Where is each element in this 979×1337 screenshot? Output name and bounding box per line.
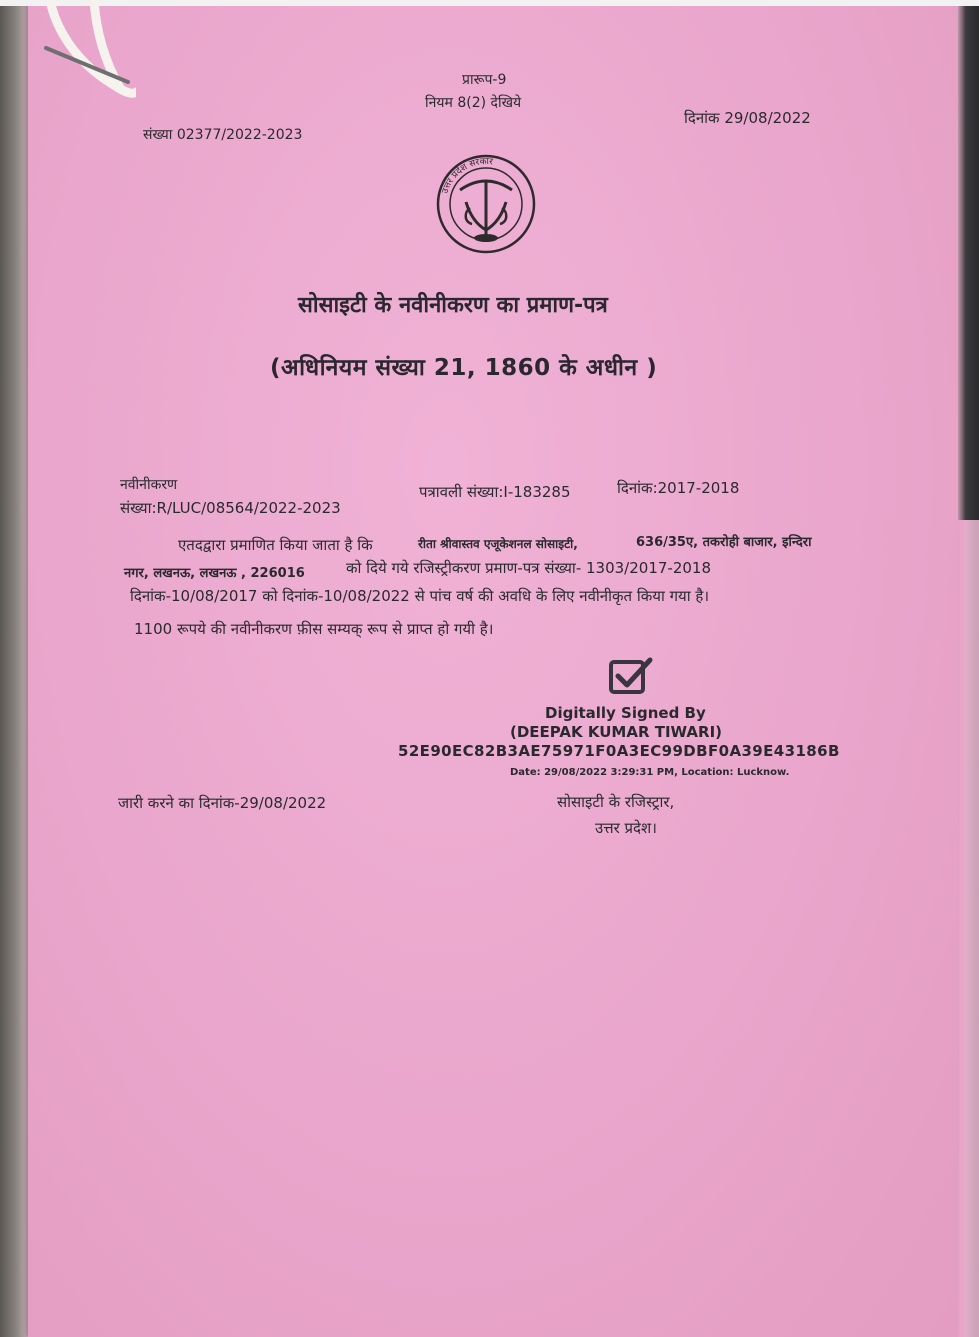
file-number: पत्रावली संख्या:I-183285 [419,483,571,501]
society-address: 636/35ए, तकरोही बाजार, इन्दिरा [636,535,812,550]
registration-text: को दिये गये रजिस्ट्रीकरण प्रमाण-पत्र संख्या- 1303/2017-2018 [346,559,711,577]
up-government-emblem-icon [430,150,542,254]
file-date: दिनांक:2017-2018 [617,479,740,497]
digitally-signed-label: Digitally Signed By [545,704,706,722]
desk-background-right-lower [965,520,979,1337]
header-date: दिनांक 29/08/2022 [684,109,811,127]
page-top-edge [0,0,979,6]
certificate-subtitle: (अधिनियम संख्या 21, 1860 के अधीन ) [270,355,658,381]
signer-name: (DEEPAK KUMAR TIWARI) [510,723,722,741]
emblem-text: उत्तर प्रदेश सरकार [440,156,494,195]
certificate-number: संख्या 02377/2022-2023 [143,127,303,143]
certificate-title: सोसाइटी के नवीनीकरण का प्रमाण-पत्र [298,293,608,318]
rule-reference: नियम 8(2) देखिये [425,95,522,111]
desk-background-left [0,0,30,1337]
signature-hash: 52E90EC82B3AE75971F0A3EC99DBF0A39E43186B [398,742,840,760]
registrar-title: सोसाइटी के रजिस्ट्रार, [557,793,675,811]
renewal-label: नवीनीकरण [120,477,178,493]
society-name: रीता श्रीवास्तव एजूकेशनल सोसाइटी, [418,537,578,551]
registrar-state: उत्तर प्रदेश। [595,819,657,837]
society-address-city: नगर, लखनऊ, लखनऊ , 226016 [124,566,305,581]
signature-meta: Date: 29/08/2022 3:29:31 PM, Location: Lucknow. [510,767,790,778]
renewal-number: संख्या:R/LUC/08564/2022-2023 [120,499,341,517]
validity-text: दिनांक-10/08/2017 को दिनांक-10/08/2022 से पांच वर्ष की अवधि के लिए नवीनीकृत किया गया है। [130,587,710,605]
fee-text: 1100 रूपये की नवीनीकरण फ़ीस सम्यक् रूप से प्राप्त हो गयी है। [134,620,494,638]
binding-string-icon [36,0,136,110]
issue-date: जारी करने का दिनांक-29/08/2022 [118,794,327,812]
form-number: प्रारूप-9 [462,72,507,88]
body-intro: एतदद्वारा प्रमाणित किया जाता है कि [178,536,373,554]
checkmark-box-icon [608,656,654,696]
desk-background-right [957,0,979,520]
